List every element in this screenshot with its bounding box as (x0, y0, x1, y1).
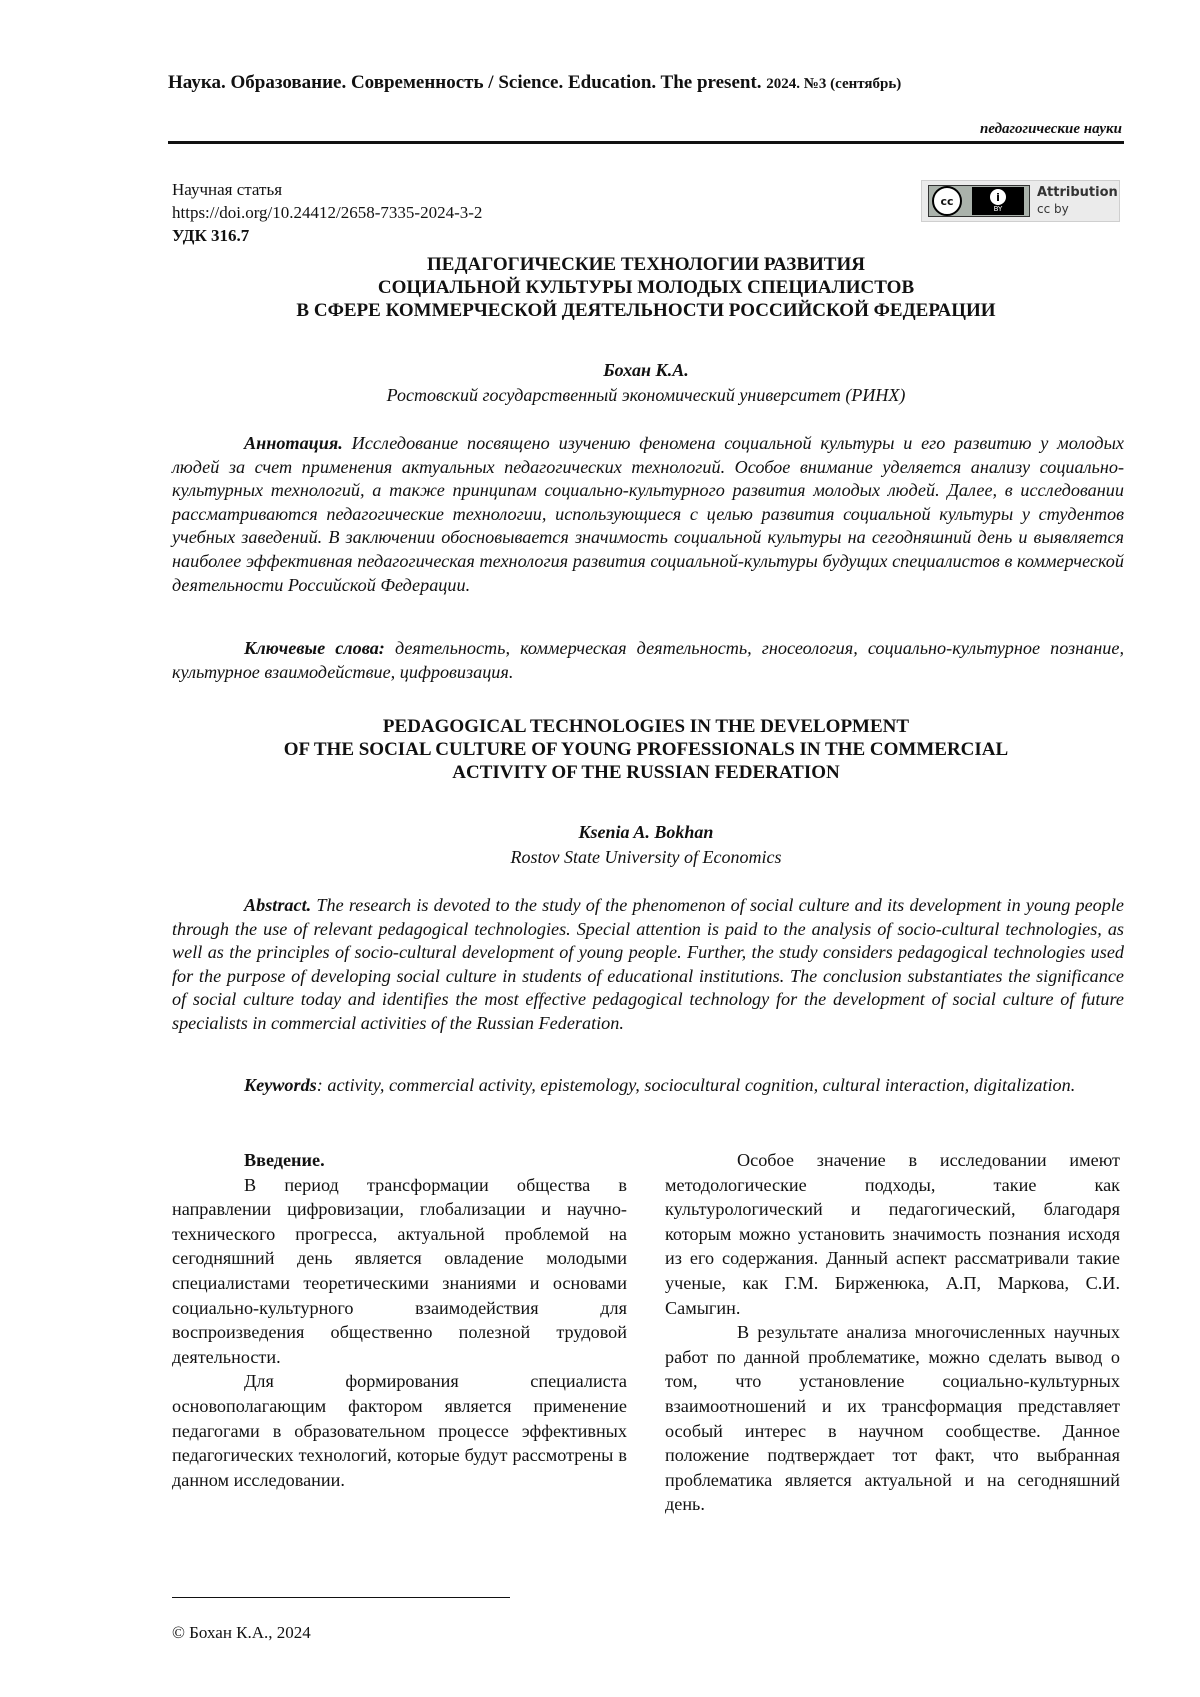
ru-title-line: ПЕДАГОГИЧЕСКИЕ ТЕХНОЛОГИИ РАЗВИТИЯ (427, 254, 865, 275)
ru-keywords (172, 637, 1124, 684)
article-type: Научная статья (172, 180, 283, 199)
en-keywords-text: : activity, commercial activity, epistemology, sociocultural cognition, cultural interaction, digitalization. (316, 1075, 1076, 1095)
copyright-notice: © Бохан К.А., 2024 (172, 1623, 311, 1642)
en-keywords (172, 1074, 1124, 1098)
ru-abstract (172, 432, 1124, 597)
en-title-line: PEDAGOGICAL TECHNOLOGIES IN THE DEVELOPMENT (382, 716, 910, 737)
person-icon: i (990, 189, 1006, 205)
license-label: Attribution (1037, 185, 1118, 200)
by-label: BY (993, 205, 1003, 213)
body-paragraph: В период трансформации общества в направлении цифровизации, глобализации и научно-технического прогресса, актуальной проблемой на сегодняшний день является овладение молодыми специалистами теоретическими знаниями и основами социально-культурного взаимодействия для воспроизведения общественно полезной трудовой деятельности. (172, 1174, 627, 1367)
intro-heading: Введение. (244, 1150, 325, 1170)
journal-issue: 2024. №3 (сентябрь) (766, 76, 902, 92)
ru-keywords-text: деятельность, коммерческая деятельность, гносеология, социально-культурное познание, культурное взаимодействие, цифровизация. (172, 638, 1125, 682)
body-paragraph: Особое значение в исследовании имеют методологические подходы, такие как культурологический и педагогический, благодаря которым можно установить значимость познания исходя из его содержания. Данный аспект рассматривали такие ученые, как Г.М. Бирженюка, А.П, Маркова, С.И. Самыгин. (665, 1150, 1120, 1318)
license-badge[interactable] (921, 180, 1120, 222)
section-category: педагогические науки (979, 121, 1122, 137)
en-abstract-text: The research is devoted to the study of the phenomenon of social culture and its development in young people through the use of relevant pedagogical technologies. Special attention is paid to the analysis of socio-cultural technologies, as well as the principles of socio-cultural development of young people. Further, the study considers pedagogical technologies used for the purpose of developing social culture in students of educational institutions. The conclusion substantiates the significance of social culture today and identifies the most effective pedagogical technology for the development of social culture of future specialists in commercial activities of the Russian Federation. (172, 895, 1124, 1033)
ru-affiliation: Ростовский государственный экономический университет (РИНХ) (386, 385, 906, 405)
udk-code: УДК 316.7 (172, 226, 250, 245)
ru-abstract-text: Исследование посвящено изучению феномена социальной культуры и его развитию у молодых людей за счет применения актуальных педагогических технологий. Особое внимание уделяется анализу социально-культурных технологий, а также принципам социально-культурного развития молодых людей. Далее, в исследовании рассматриваются педагогические технологии, использующиеся с целью развития социальной культуры у студентов учебных заведений. В заключении обосновывается значимость социальной культуры на сегодняшний день и выявляется наиболее эффективная педагогическая технология развития социальной-культуры будущих специалистов в коммерческой деятельности Российской Федерации. (172, 433, 1124, 595)
ru-author: Бохан К.А. (603, 360, 689, 380)
right-column (665, 1148, 1120, 1517)
en-abstract-label: Abstract. (244, 895, 312, 915)
en-title-line: ACTIVITY OF THE RUSSIAN FEDERATION (452, 762, 840, 783)
ru-title (168, 253, 1124, 322)
en-author: Ksenia A. Bokhan (578, 822, 714, 842)
left-column (172, 1148, 627, 1492)
journal-header (168, 72, 901, 94)
ru-title-line: В СФЕРЕ КОММЕРЧЕСКОЙ ДЕЯТЕЛЬНОСТИ РОССИЙСКОЙ ФЕДЕРАЦИИ (296, 300, 996, 321)
en-title-line: OF THE SOCIAL CULTURE OF YOUNG PROFESSIONALS IN THE COMMERCIAL (283, 739, 1009, 760)
license-text (1037, 184, 1118, 218)
cc-mark: cc (932, 186, 962, 216)
body-paragraph: В результате анализа многочисленных научных работ по данной проблематике, можно сделать вывод о том, что установление социально-культурных взаимоотношений и их трансформация представляет особый интерес в научном сообществе. Данное положение подтверждает тот факт, что выбранная проблематика является актуальной и на сегодняшний день. (665, 1322, 1120, 1515)
body-paragraph: Для формирования специалиста основополагающим фактором является применение педагогами в образовательном процессе эффективных педагогических технологий, которые будут рассмотрены в данном исследовании. (172, 1371, 627, 1490)
footnote-divider (172, 1597, 510, 1598)
en-abstract (172, 894, 1124, 1036)
header-divider (168, 141, 1124, 144)
doi-link[interactable]: https://doi.org/10.24412/2658-7335-2024-3-2 (172, 203, 483, 222)
en-title (168, 715, 1124, 784)
en-keywords-label: Keywords (244, 1075, 317, 1095)
ru-keywords-label: Ключевые слова: (244, 638, 385, 658)
en-affiliation: Rostov State University of Economics (510, 847, 782, 867)
ru-abstract-label: Аннотация. (244, 433, 343, 453)
license-sublabel: cc by (1037, 202, 1069, 216)
article-meta (172, 178, 482, 247)
journal-title: Наука. Образование. Современность / Science. Education. The present. (168, 72, 762, 93)
creative-commons-by-icon (928, 185, 1030, 217)
by-mark (972, 187, 1024, 215)
ru-title-line: СОЦИАЛЬНОЙ КУЛЬТУРЫ МОЛОДЫХ СПЕЦИАЛИСТОВ (377, 277, 915, 298)
